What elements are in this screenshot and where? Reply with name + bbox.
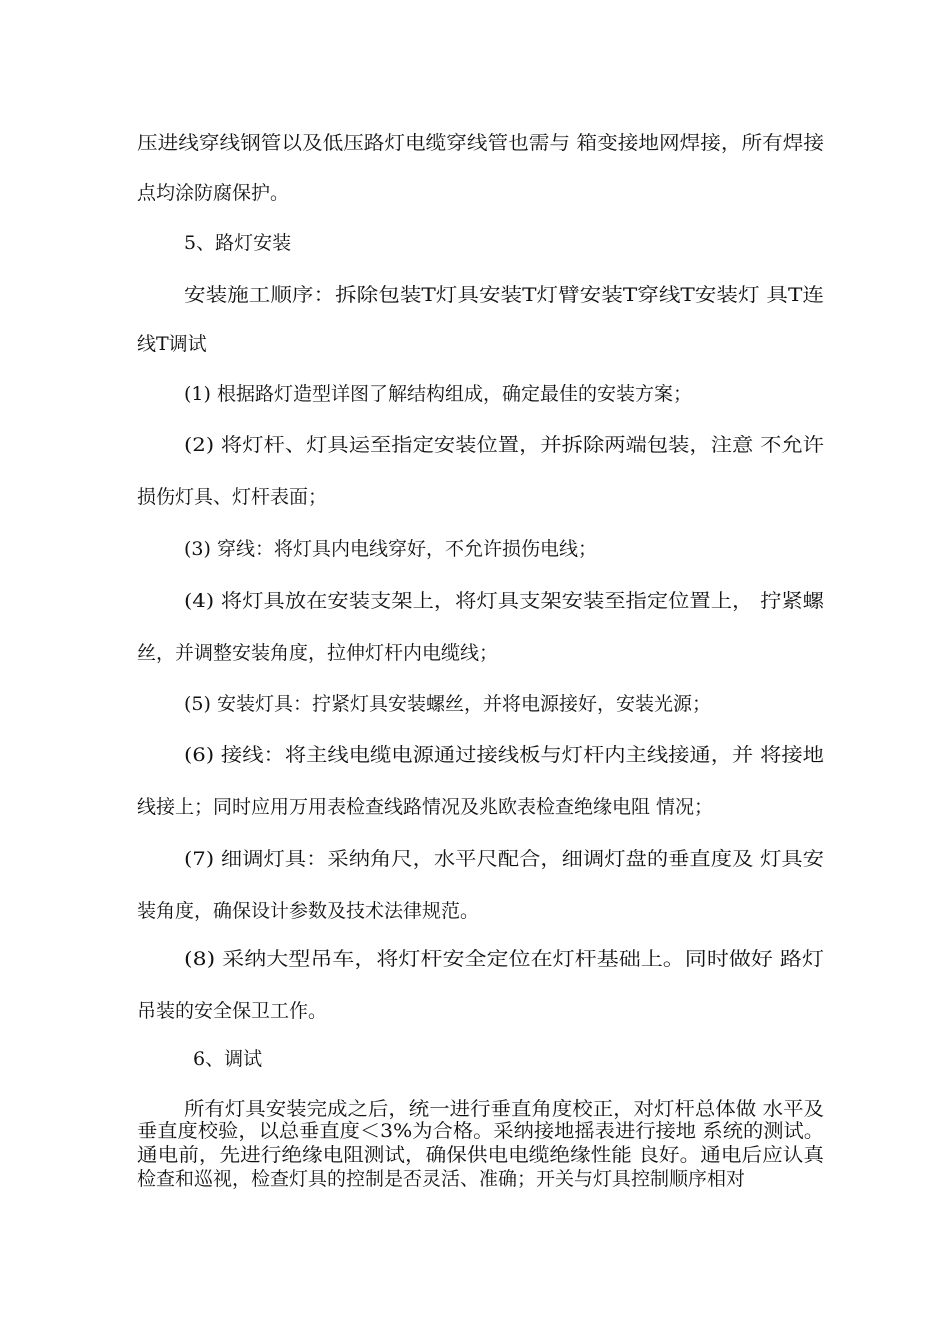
text-line bbox=[184, 432, 824, 458]
text-line bbox=[184, 946, 824, 972]
text-line bbox=[137, 998, 327, 1024]
text-line bbox=[137, 1166, 745, 1192]
text-line-content: (1) 根据路灯造型详图了解结构组成，确定最佳的安装方案； bbox=[184, 383, 692, 405]
text-line bbox=[184, 381, 692, 407]
text-line-content: 5、路灯安装 bbox=[184, 232, 292, 254]
text-line bbox=[137, 640, 498, 666]
text-line-content: 安装施工顺序：拆除包装T灯具安装T灯臂安装T穿线T安装灯 具T连 bbox=[184, 284, 824, 306]
section-heading bbox=[184, 230, 291, 256]
text-line bbox=[137, 130, 824, 156]
text-line-content: 垂直度校验，以总垂直度＜3%为合格。采纳接地摇表进行接地 系统的测试。 bbox=[137, 1120, 825, 1142]
section-heading bbox=[193, 1046, 262, 1072]
text-line-content: (2) 将灯杆、灯具运至指定安装位置，并拆除两端包装，注意 不允许 bbox=[184, 434, 824, 456]
text-line-content: 损伤灯具、灯杆表面； bbox=[137, 486, 328, 508]
text-line-content: (5) 安装灯具：拧紧灯具安装螺丝，并将电源接好，安装光源； bbox=[184, 693, 711, 715]
text-line-content: 吊装的安全保卫工作。 bbox=[137, 1000, 328, 1022]
text-line bbox=[137, 484, 327, 510]
text-line bbox=[184, 588, 824, 614]
text-line bbox=[137, 794, 713, 820]
text-line-content: 装角度，确保设计参数及技术法律规范。 bbox=[137, 900, 480, 922]
text-line bbox=[184, 742, 824, 768]
text-line-content: (8) 采纳大型吊车，将灯杆安全定位在灯杆基础上。同时做好 路灯 bbox=[184, 948, 824, 970]
text-line-content: 检查和巡视，检查灯具的控制是否灵活、准确；开关与灯具控制顺序相对 bbox=[137, 1168, 746, 1190]
text-line bbox=[137, 898, 479, 924]
text-line-content: (3) 穿线：将灯具内电线穿好，不允许损伤电线； bbox=[184, 538, 597, 560]
text-line-content: (6) 接线：将主线电缆电源通过接线板与灯杆内主线接通，并 将接地 bbox=[184, 744, 824, 766]
text-line bbox=[137, 1118, 825, 1144]
text-line-content: 线接上；同时应用万用表检查线路情况及兆欧表检查绝缘电阻 情况； bbox=[137, 796, 714, 818]
text-line-content: 所有灯具安装完成之后，统一进行垂直角度校正，对灯杆总体做 水平及 bbox=[184, 1098, 824, 1120]
text-line-content: (7) 细调灯具：采纳角尺，水平尺配合，细调灯盘的垂直度及 灯具安 bbox=[184, 848, 824, 870]
text-line bbox=[184, 691, 711, 717]
text-line-content: 点均涂防腐保护。 bbox=[137, 182, 290, 204]
text-line bbox=[137, 331, 207, 357]
text-line-content: 丝，并调整安装角度，拉伸灯杆内电缆线； bbox=[137, 642, 499, 664]
text-line bbox=[137, 1142, 824, 1168]
text-line bbox=[184, 846, 824, 872]
text-line-content: 通电前，先进行绝缘电阻测试，确保供电电缆绝缘性能 良好。通电后应认真 bbox=[137, 1144, 824, 1166]
text-line bbox=[184, 536, 597, 562]
text-line-content: 线T调试 bbox=[137, 333, 207, 355]
text-line bbox=[137, 180, 289, 206]
text-line bbox=[184, 282, 824, 308]
text-line-content: 压进线穿线钢管以及低压路灯电缆穿线管也需与 箱变接地网焊接，所有焊接 bbox=[137, 132, 824, 154]
text-line-content: 6、调试 bbox=[193, 1048, 263, 1070]
text-line-content: (4) 将灯具放在安装支架上，将灯具支架安装至指定位置上， 拧紧螺 bbox=[184, 590, 824, 612]
